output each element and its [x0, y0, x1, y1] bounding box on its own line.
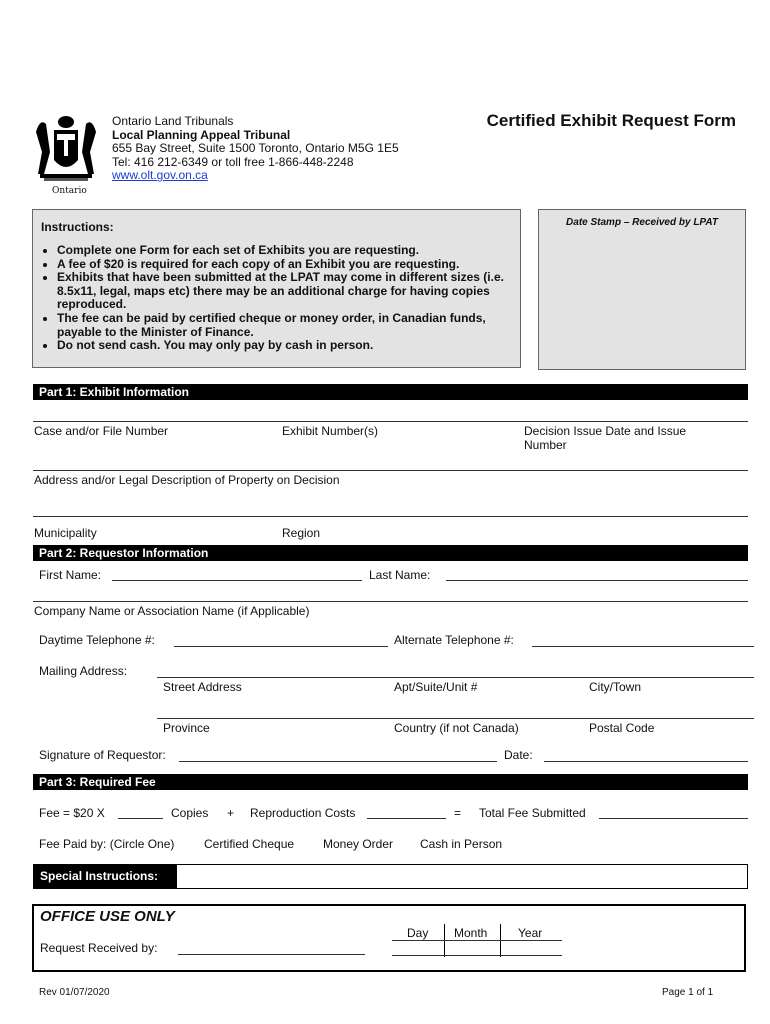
day-label: Day [407, 926, 429, 940]
instructions-box [32, 209, 521, 368]
alt-phone-field[interactable] [532, 646, 754, 647]
fee-label: Fee = $20 X [39, 806, 105, 820]
received-date-underline [392, 955, 562, 956]
first-name-field[interactable] [112, 580, 362, 581]
date-field[interactable] [544, 761, 748, 762]
part1-header: Part 1: Exhibit Information [33, 384, 748, 400]
instruction-item: • Do not send cash. You may only pay by cash in person. [57, 339, 510, 353]
first-name-label: First Name: [39, 568, 102, 582]
website-link[interactable]: www.olt.gov.on.ca [112, 168, 208, 183]
received-date-field[interactable] [392, 940, 562, 941]
street-address-field[interactable] [157, 677, 754, 678]
last-name-label: Last Name: [369, 568, 431, 582]
exhibit-number-label: Exhibit Number(s) [282, 424, 379, 438]
org-block [112, 115, 399, 183]
request-received-field[interactable] [178, 954, 365, 955]
municipality-label: Municipality [34, 526, 97, 540]
apt-suite-label: Apt/Suite/Unit # [394, 680, 478, 694]
office-use-box [32, 904, 746, 972]
total-fee-field[interactable] [599, 818, 748, 819]
country-label: Country (if not Canada) [394, 721, 519, 735]
month-label: Month [454, 926, 488, 940]
year-label: Year [518, 926, 543, 940]
case-file-field[interactable] [33, 421, 748, 422]
option-money-order[interactable]: Money Order [323, 837, 394, 851]
reproduction-costs-field[interactable] [367, 818, 446, 819]
company-field[interactable] [33, 601, 748, 602]
part3-header: Part 3: Required Fee [33, 774, 748, 790]
case-file-label: Case and/or File Number [34, 424, 169, 438]
form-title: Certified Exhibit Request Form [486, 111, 736, 130]
special-instructions-label: Special Instructions: [33, 864, 176, 889]
company-label: Company Name or Association Name (if Applicable) [34, 604, 310, 618]
instruction-item: • The fee can be paid by certified cheque or money order, in Canadian funds, payable to the Minister of Finance. [57, 312, 510, 339]
instruction-item: • Exhibits that have been submitted at the LPAT may come in different sizes (i.e. 8.5x11, legal, maps etc) there may be an additional charge for having copies reproduced. [57, 271, 510, 312]
date-label: Date: [504, 748, 533, 762]
province-label: Province [163, 721, 210, 735]
option-cash-in-person[interactable]: Cash in Person [420, 837, 503, 851]
revision-label: Rev 01/07/2020 [39, 987, 110, 998]
instructions-list [41, 244, 510, 353]
last-name-field[interactable] [446, 580, 748, 581]
address-legal-field[interactable] [33, 470, 748, 471]
total-fee-label: Total Fee Submitted [479, 806, 586, 820]
date-stamp-box[interactable] [538, 209, 746, 370]
tribunal-name: Local Planning Appeal Tribunal [112, 127, 291, 142]
instruction-item: • Complete one Form for each set of Exhibits you are requesting. [57, 244, 510, 258]
org-address: 655 Bay Street, Suite 1500 Toronto, Ontario M5G 1E5 [112, 141, 399, 156]
date-stamp-label: Date Stamp – Received by LPAT [566, 217, 718, 228]
page-number: Page 1 of 1 [662, 987, 714, 998]
fee-paid-label: Fee Paid by: (Circle One) [39, 837, 175, 851]
signature-field[interactable] [179, 761, 497, 762]
day-phone-field[interactable] [174, 646, 388, 647]
alt-phone-label: Alternate Telephone #: [394, 633, 514, 647]
coat-of-arms-icon [30, 112, 102, 188]
signature-label: Signature of Requestor: [39, 748, 166, 762]
copies-field[interactable] [118, 818, 163, 819]
seal-wordmark: Ontario [52, 186, 87, 196]
reproduction-costs-label: Reproduction Costs [250, 806, 356, 820]
request-received-label: Request Received by: [40, 941, 158, 955]
org-name: Ontario Land Tribunals [112, 114, 234, 128]
mailing-address-label: Mailing Address: [39, 664, 128, 678]
office-use-title: OFFICE USE ONLY [40, 908, 175, 925]
region-label: Region [282, 526, 321, 540]
instructions-heading: Instructions: [41, 220, 114, 234]
decision-date-label: Decision Issue Date and Issue Number [524, 424, 687, 452]
street-address-label: Street Address [163, 680, 242, 694]
instruction-item: • A fee of $20 is required for each copy of an Exhibit you are requesting. [57, 258, 510, 272]
special-instructions-field[interactable] [176, 864, 748, 889]
postal-code-label: Postal Code [589, 721, 655, 735]
address-legal-label: Address and/or Legal Description of Property on Decision [34, 473, 340, 487]
option-certified-cheque[interactable]: Certified Cheque [204, 837, 295, 851]
copies-label: Copies [171, 806, 209, 820]
municipality-field[interactable] [33, 516, 748, 517]
day-phone-label: Daytime Telephone #: [39, 633, 155, 647]
equals-sign: = [454, 806, 462, 820]
org-phone: Tel: 416 212-6349 or toll free 1-866-448-2248 [112, 154, 354, 169]
plus-sign: + [227, 806, 235, 820]
ontario-coat-of-arms-logo [30, 112, 102, 196]
city-town-label: City/Town [589, 680, 642, 694]
province-field[interactable] [157, 718, 754, 719]
part2-header: Part 2: Requestor Information [33, 545, 748, 561]
